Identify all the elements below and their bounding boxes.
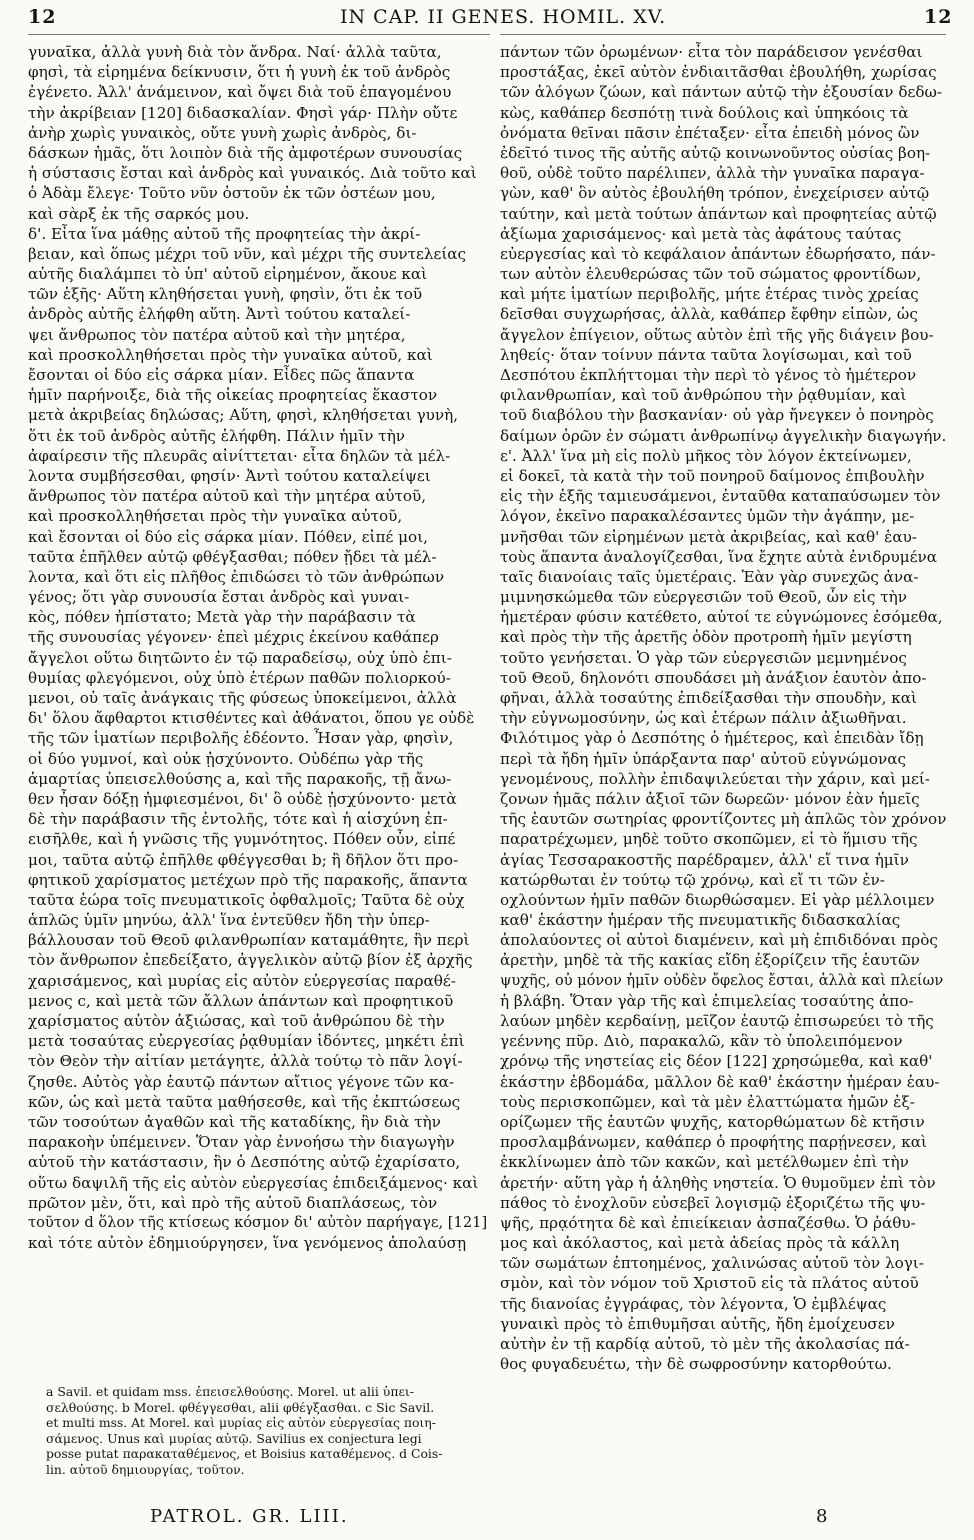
text-line: ἐκκλίνωμεν ἀπὸ τῶν κακῶν, καὶ μετέλθωμεν ἐπὶ τὴν <box>500 1153 909 1172</box>
text-line: ὀνόματα θεῖναι πᾶσιν ἐπέταξεν· εἶτα ἐπειδὴ μόνος ὢν <box>500 123 920 142</box>
text-line: φιλανθρωπίαν, καὶ τοῦ ἀνθρώπου τὴν ῥᾳθυμίαν, καὶ <box>500 386 907 405</box>
text-line: λοντα συμβήσεσθαι, φησίν· Ἀντὶ τούτου καταλείψει <box>28 466 431 485</box>
page-number-right: 12 <box>924 6 953 28</box>
text-line: μνῆσθαι τῶν εἰρημένων μετὰ ἀκριβείας, καὶ καθ' ἑαυ- <box>500 527 917 546</box>
text-line: κὸς, πόθεν ἠπίστατο; Μετὰ γὰρ τὴν παράβασιν τὰ <box>28 608 416 627</box>
text-line: δ'. Εἶτα ἵνα μάθῃς αὐτοῦ τῆς προφητείας τὴν ἀκρί- <box>28 224 421 243</box>
text-line: ἀξίωμα χαρισάμενος· καὶ μετὰ τὰς ἀφάτους ταύτας <box>500 224 902 243</box>
text-line: ψυχῆς, οὐ μόνον ἡμῖν οὐδὲν ὄφελος ἔσται, ἀλλὰ καὶ πλείων <box>500 972 944 989</box>
text-line: ε'. Ἀλλ' ἵνα μὴ εἰς πολὺ μῆκος τὸν λόγον ἐκτείνωμεν, <box>500 446 912 465</box>
header-rule-right <box>500 34 946 35</box>
footnote-line: σελθούσης. b Morel. φθέγγεσθαι, alii φθέγξασθαι. c Sic Savil. <box>46 1399 435 1415</box>
text-line: των αὐτὸν ἐλευθερώσας τῶν τοῦ σώματος φροντίδων, <box>500 265 922 284</box>
text-line: πρῶτον μὲν, ὅτι, καὶ πρὸ τῆς αὐτοῦ διαπλάσεως, τὸν <box>28 1193 438 1212</box>
text-line: χρόνῳ τῆς νηστείας εἰς δέον [122] χρησώμεθα, καὶ καθ' <box>500 1052 933 1071</box>
text-line: ταῦτα ἑώρα τοῖς πνευματικοῖς ὀφθαλμοῖς; Ταῦτα δὲ οὐχ <box>28 890 465 909</box>
text-line: μοι, ταῦτα αὐτῷ ἐπῆλθε φθέγγεσθαι b; ἢ δῆλον ὅτι προ- <box>28 850 459 869</box>
text-line: ψῆς, πρᾳότητα δὲ καὶ ἐπιείκειαν ἀσπαζέσθω. Ὁ ῥάθυ- <box>500 1213 916 1232</box>
text-line: εισῆλθε, καὶ ἡ γνῶσις τῆς γυμνότητος. Πόθεν οὖν, εἰπέ <box>28 830 456 849</box>
text-line: χαρίσματος αὐτὸν ἀξιώσας, καὶ τοῦ ἀνθρώπου δὲ τὴν <box>28 1012 445 1030</box>
text-line: τὸν Θεὸν τὴν αἰτίαν μετάγητε, ἀλλὰ τούτῳ τὸ πᾶν λογί- <box>28 1052 463 1071</box>
text-line: κατώρθωται ἐν τούτῳ τῷ χρόνῳ, καὶ εἴ τι τῶν ἐν- <box>500 870 885 889</box>
text-line: αὐτῆς διαλάμπει τὸ ὑπ' αὐτοῦ εἰρημένον, ἄκουε καὶ <box>28 265 428 284</box>
text-line: θος φυγαδευέτω, τὴν δὲ σωφροσύνην κατορθούτω. <box>500 1355 892 1374</box>
footnote-line: lin. αὐτοῦ δημιουργίας, τοῦτον. <box>46 1461 245 1477</box>
signature-number: 8 <box>816 1506 828 1527</box>
text-line: εἰ δοκεῖ, τὰ κατὰ τὴν τοῦ πονηροῦ δαίμονος ἐπιβουλὴν <box>500 466 925 485</box>
text-line: καὶ ἔσονται οἱ δύο εἰς σάρκα μίαν. Πόθεν, εἰπέ μοι, <box>28 527 428 546</box>
series-footer: PATROL. GR. LIII. <box>150 1506 349 1527</box>
text-line: δὲ τὴν παράβασιν τῆς ἐντολῆς, τότε καὶ ἡ αἰσχύνη ἐπ- <box>28 810 448 829</box>
text-line: περὶ τὰ ἤδη ἡμῖν ὑπάρξαντα παρ' αὐτοῦ εὐγνώμονας <box>500 749 907 768</box>
text-line: ἀρετήν· αὕτη γὰρ ἡ ἀληθὴς νηστεία. Ὁ θυμοῦμεν ἐπὶ τὸν <box>500 1173 936 1192</box>
text-line: τῶν τοσούτων ἀγαθῶν καὶ τῆς καταδίκης, ἣν διὰ τὴν <box>28 1112 441 1131</box>
text-line: ὁ Ἀδὰμ ἔλεγε· Τοῦτο νῦν ὀστοῦν ἐκ τῶν ὀστέων μου, <box>28 184 436 203</box>
footnote-line: a Savil. et quidam mss. ἐπεισελθούσης. Morel. ut alii ὑπει- <box>46 1384 414 1399</box>
text-line: ὅτι ἐκ τοῦ ἀνδρὸς αὐτῆς ἐλήφθη. Πάλιν ἡμῖν τὴν <box>28 426 406 445</box>
right-text-column <box>500 42 946 1374</box>
text-line: κῶν, ὡς καὶ μετὰ ταῦτα μαθήσεσθε, καὶ τῆς ἐκπτώσεως <box>28 1092 461 1111</box>
text-line: τῶν ἀλόγων ζώων, καὶ πάντων αὐτῷ τὴν ἐξουσίαν δεδω- <box>500 83 942 102</box>
text-line: καὶ σὰρξ ἐκ τῆς σαρκός μου. <box>28 204 250 223</box>
text-line: βειαν, καὶ ὅπως μέχρι τοῦ νῦν, καὶ μέχρι τῆς συντελείας <box>28 244 467 263</box>
text-line: ζονων ἡμᾶς πάλιν ἀξιοῖ τῶν δωρεῶν· μόνον ἐὰν ἡμεῖς <box>500 789 920 808</box>
text-line: τὴν εὐγνωμοσύνην, ὡς καὶ ἑτέρων πάλιν ἀξιωθῆναι. <box>500 709 907 728</box>
text-line: οχλούντων ἡμῖν παθῶν διωρθώσαμεν. Εἰ γὰρ μέλλοιμεν <box>500 890 935 909</box>
text-line: χαρισάμενος, καὶ μυρίας εἰς αὐτὸν εὐεργεσίας παραθέ- <box>28 971 456 990</box>
text-line: καὶ μήτε ἱματίων περιβολῆς, μήτε ἑτέρας τινὸς χρείας <box>500 285 919 304</box>
text-line: αὐτοῦ τὴν κατάστασιν, ἣν ὁ Δεσπότης αὐτῷ ἐχαρίσατο, <box>28 1153 461 1172</box>
text-line: καὶ τότε αὐτὸν ἐδημιούργησεν, ἵνα γενόμενος ἀπολαύσῃ <box>28 1234 467 1253</box>
text-line: προστάξας, ἐκεῖ αὐτὸν ἐνδιαιτᾶσθαι ἐβουλήθη, χωρίσας <box>500 63 937 82</box>
text-line: παρατρέχωμεν, μηδὲ τοῦτο σκοπῶμεν, εἰ τὸ ἥμισυ τῆς <box>500 830 918 849</box>
text-line: λόγον, ἐκεῖνο παρακαλέσαντες ὑμῶν τὴν ἀγάπην, με- <box>500 507 915 526</box>
text-line: μος καὶ ἀκόλαστος, καὶ μετὰ ἀδείας πρὸς τὰ κάλλη <box>500 1234 900 1253</box>
text-line: τοὺς περισκοπῶμεν, καὶ τὰ μὲν ἐλαττώματα ἡμῶν ἐξ- <box>500 1092 915 1111</box>
text-line: ἐδεῖτό τινος τῆς αὐτῆς αὐτῷ κοινωνοῦντος οὐσίας βοη- <box>500 143 931 162</box>
text-line: δαίμων ὁρῶν ἐν σώματι ἀνθρωπίνῳ ἀγγελικὴν διαγωγήν. <box>500 426 946 445</box>
text-line: καὶ προσκολληθήσεται πρὸς τὴν γυναῖκα αὐτοῦ, καὶ <box>28 345 433 364</box>
text-line: πάθος τὸ ἐνοχλοῦν εὐσεβεῖ λογισμῷ ἐξοριζέτω τῆς ψυ- <box>500 1193 926 1212</box>
text-line: ἄνθρωπος τὸν πατέρα αὐτοῦ καὶ τὴν μητέρα αὐτοῦ, <box>28 487 427 506</box>
text-line: μετὰ τοσαύτας εὐεργεσίας ῥᾳθυμίαν ἰδόντες, μηκέτι ἐπὶ <box>28 1032 465 1051</box>
text-line: μετὰ ἀκριβείας δηλώσας; Αὕτη, φησὶ, κληθήσεται γυνὴ, <box>28 406 459 425</box>
text-line: ἀφαίρεσιν τῆς πλευρᾶς αἰνίττεται· εἶτα δηλῶν τὰ μέλ- <box>28 446 451 465</box>
footnote-line: posse putat παρακαταθέμενος, et Boisius καταθέμενος. d Cois- <box>46 1446 443 1461</box>
text-line: θυμίας φλεγόμενοι, οὐχ ὑπὸ ἑτέρων παθῶν πολιορκού- <box>28 668 451 687</box>
text-line: καὶ προσκολληθήσεται πρὸς τὴν γυναῖκα αὐτοῦ, <box>28 507 403 526</box>
text-line: θεν ἦσαν δόξῃ ἠμφιεσμένοι, δι' ὃ οὐδὲ ᾐσχύνοντο· μετὰ <box>28 789 457 808</box>
text-line: ἄγγελον ἐπίγειον, οὕτως αὐτὸν ἐπὶ τῆς γῆς διάγειν βου- <box>500 325 934 344</box>
text-line: ἑκάστην ἑβδομάδα, μᾶλλον δὲ καθ' ἑκάστην ἡμέραν ἑαυ- <box>500 1072 940 1091</box>
text-line: οὕτω δαψιλῆ τῆς εἰς αὐτὸν εὐεργεσίας ἐπιδειξάμενος· καὶ <box>28 1173 479 1192</box>
text-line: τῶν ἑξῆς· Αὕτη κληθήσεται γυνὴ, φησὶν, ὅτι ἐκ τοῦ <box>28 285 423 304</box>
text-line: Δεσπότου ἐκπλήττομαι τὴν περὶ τὸ γένος τὸ ἡμέτερον <box>500 366 917 384</box>
text-line: κὼς, καθάπερ δεσπότῃ τινὰ δούλοις καὶ ὑπηκόοις τὰ <box>500 103 909 122</box>
text-line: γεέννης πῦρ. Διὸ, παρακαλῶ, κἂν τὸ ὑπολειπόμενον <box>500 1032 903 1051</box>
text-line: τῆς ἑαυτῶν σωτηρίας φροντίζοντες μὴ ἁπλῶς τὸν χρόνον <box>500 810 946 829</box>
text-line: Φιλότιμος γὰρ ὁ Δεσπότης ὁ ἡμέτερος, καὶ ἐπειδὰν ἴδῃ <box>500 729 924 748</box>
text-line: εὐεργεσίας καὶ τὸ κεφάλαιον ἁπάντων ἐδωρήσατο, πάν- <box>500 244 936 263</box>
text-line: τοῦ διαβόλου τὴν βασκανίαν· οὐ γὰρ ἤνεγκεν ὁ πονηρὸς <box>500 406 934 425</box>
text-line: τὸν ἄνθρωπον ἐπεδείξατο, ἀγγελικὸν αὐτῷ βίον ἐξ ἀρχῆς <box>28 951 473 970</box>
text-line: παρακοὴν ὑπέμεινεν. Ὅταν γὰρ ἐννοήσω τὴν διαγωγὴν <box>28 1133 455 1152</box>
text-line: γυναῖκα, ἀλλὰ γυνὴ διὰ τὸν ἄνδρα. Ναί· ἀλλὰ ταῦτα, <box>28 43 442 61</box>
text-line: πάντων τῶν ὁρωμένων· εἶτα τὸν παράδεισον γενέσθαι <box>500 43 923 61</box>
text-line: προσλαμβάνωμεν, καθάπερ ὁ προφήτης παρῄνεσεν, καὶ <box>500 1133 927 1152</box>
page-number-left: 12 <box>28 6 57 28</box>
text-line: φητικοῦ χαρίσματος μετέχων πρὸ τῆς παρακοῆς, ἅπαντα <box>28 870 468 889</box>
text-line: ἀνὴρ χωρὶς γυναικὸς, οὔτε γυνὴ χωρὶς ἀνδρὸς, δι- <box>28 123 417 142</box>
text-line: τοῦτο γενήσεται. Ὁ γὰρ τῶν εὐεργεσιῶν μεμνημένος <box>500 648 907 667</box>
text-line: δεῖσθαι συγχωρήσας, ἀλλὰ, καθάπερ ἔφθην εἰπὼν, ὡς <box>500 305 918 324</box>
text-line: καὶ πρὸς τὴν τῆς ἀρετῆς ὁδὸν προτροπὴ ἡμῖν μεγίστη <box>500 628 912 647</box>
text-line: φῆναι, ἀλλὰ τοσαύτης ἐπιδείξασθαι τὴν σπουδὴν, καὶ <box>500 689 918 707</box>
text-line: λοντα, καὶ ὅτι εἰς πλῆθος ἐπιδώσει τὸ τῶν ἀνθρώπων <box>28 567 445 586</box>
text-line: ἔσονται οἱ δύο εἰς σάρκα μίαν. Εἶδες πῶς ἅπαντα <box>28 366 415 384</box>
text-line: ἐγένετο. Ἀλλ' ἀνάμεινον, καὶ ὄψει διὰ τοῦ ἐπαγομένου <box>28 83 452 102</box>
text-line: ἡ σύστασις ἔσται καὶ ἀνδρὸς καὶ γυναικός. Διὰ τοῦτο καὶ <box>28 164 477 183</box>
text-line: γυναικὶ πρὸς τὸ ἐπιθυμῆσαι αὐτῆς, ἤδη ἐμοίχευσεν <box>500 1314 895 1333</box>
text-line: τῆς συνουσίας γέγονεν· ἐπεὶ μέχρις ἐκείνου καθάπερ <box>28 628 439 647</box>
text-line: ἁγίας Τεσσαρακοστῆς παρέδραμεν, ἀλλ' εἴ τινα ἡμῖν <box>500 850 909 869</box>
text-line: ψει ἄνθρωπος τὸν πατέρα αὐτοῦ καὶ τὴν μητέρα, <box>28 325 406 344</box>
text-line: δάσκων ἡμᾶς, ὅτι λοιπὸν διὰ τῆς ἀμφοτέρων συνουσίας <box>28 143 463 162</box>
text-line: γενομένους, πολλὴν ἐπιδαψιλεύεται τὴν χάριν, καὶ μεί- <box>500 769 930 788</box>
text-line: λαύων μηδὲν κερδαίνῃ, μεῖζον ἑαυτῷ ἐπισωρεύει τὸ τῆς <box>500 1012 934 1030</box>
text-line: τοῦ Θεοῦ, δηλονότι σπουδάσει μὴ ἀνάξιον ἑαυτὸν ἀπο- <box>500 668 927 687</box>
text-line: ζησθε. Αὐτὸς γὰρ ἑαυτῷ πάντων αἴτιος γέγονε τῶν κα- <box>28 1072 454 1091</box>
footnote-line: et multi mss. At Morel. καὶ μυρίας εἰς αὐτὸν εὐεργεσίας ποιη- <box>46 1415 436 1430</box>
text-line: τῆς διανοίας ἐγγράφας, τὸν λέγοντα, Ὁ ἐμβλέψας <box>500 1294 887 1313</box>
text-line: αὐτὴν ἐν τῇ καρδίᾳ αὐτοῦ, τὸ μὲν τῆς ἀκολασίας πά- <box>500 1335 910 1353</box>
footnotes <box>46 1384 492 1477</box>
footnote-line: σάμενος. Unus καὶ μυρίας αὐτῷ. Savilius ex conjectura legi <box>46 1430 422 1446</box>
text-line: τῆς τῶν ἱματίων περιβολῆς ἐδέοντο. Ἦσαν γὰρ, φησὶν, <box>28 729 454 748</box>
text-line: ἡμετέραν φύσιν κατέθετο, αὐτοί τε εὐγνώμονες ἐσόμεθα, <box>500 608 943 627</box>
text-line: τοὺς ἅπαντα ἀναλογίζεσθαι, ἵνα ἔχητε αὐτὰ ἐνιδρυμένα <box>500 547 938 566</box>
text-line: ἁπλῶς ὑμῖν μηνύω, ἀλλ' ἵνα ἐντεῦθεν ἤδη τὴν ὑπερ- <box>28 911 430 930</box>
text-line: ταῦτα ἐπῆλθεν αὐτῷ φθέγξασθαι; πόθεν ᾔδει τὰ μέλ- <box>28 547 437 566</box>
text-line: ορίζωμεν τῆς ἑαυτῶν ψυχῆς, κατορθώματων δὲ κτῆσιν <box>500 1112 925 1131</box>
text-line: γὼν, καθ' ὃν αὐτὸς ἐβουλήθη τρόπον, ἐνεχείρισεν αὐτῷ <box>500 184 930 203</box>
header-rule-left <box>28 34 490 35</box>
text-line: εἰς τὴν ἑξῆς ταμιευσάμενοι, ἐνταῦθα καταπαύσωμεν τὸν <box>500 487 941 506</box>
text-line: ταύτην, καὶ μετὰ τούτων ἁπάντων καὶ προφητείας αὐτῷ <box>500 204 937 223</box>
text-line: φησὶ, τὰ εἰρημένα δείκνυσιν, ὅτι ἡ γυνὴ ἐκ τοῦ ἀνδρὸς <box>28 63 451 82</box>
text-line: γένος; ὅτι γὰρ συνουσία ἔσται ἀνδρὸς καὶ γυναι- <box>28 588 410 607</box>
text-line: βάλλουσαν τοῦ Θεοῦ φιλανθρωπίαν καταμάθητε, ἣν περὶ <box>28 931 470 950</box>
running-title: IN CAP. II GENES. HOMIL. XV. <box>340 6 667 28</box>
text-line: ἡμῖν παρήνοιξε, διὰ τῆς οἰκείας προφητείας ἕκαστον <box>28 386 438 405</box>
text-line: ληθείς· ὅταν τοίνυν πάντα ταῦτα λογίσωμαι, καὶ τοῦ <box>500 345 912 364</box>
text-line: μιμνησκώμεθα τῶν εὐεργεσιῶν τοῦ Θεοῦ, ὧν εἰς τὴν <box>500 588 907 607</box>
text-line: ἀπολαύοντες οἱ αὐτοὶ διαμένειν, καὶ μὴ ἐπιδιδόναι πρὸς <box>500 931 938 950</box>
text-line: ἀρετὴν, μηδὲ τὰ τῆς κακίας εἴδη ἐξορίζειν τῆς ἑαυτῶν <box>500 951 920 970</box>
text-line: ἀνδρὸς αὐτῆς ἐλήφθη αὕτη. Ἀντὶ τούτου καταλεί- <box>28 305 411 324</box>
text-line: μενος c, καὶ μετὰ τῶν ἄλλων ἁπάντων καὶ προφητικοῦ <box>28 991 454 1010</box>
text-line: θοῦ, οὐδὲ τοῦτο παρέλιπεν, ἀλλὰ τὴν γυναῖκα παραγα- <box>500 164 925 183</box>
left-text-column <box>28 42 490 1253</box>
text-line: οἱ δύο γυμνοί, καὶ οὐκ ᾐσχύνοντο. Οὐδέπω γὰρ τῆς <box>28 749 424 768</box>
text-line: ἁμαρτίας ὑπεισελθούσης a, καὶ τῆς παρακοῆς, τῇ ἄνω- <box>28 769 452 788</box>
text-line: τοῦτον d ὅλον τῆς κτίσεως κόσμον δι' αὐτὸν παρήγαγε, [121] <box>28 1213 488 1231</box>
text-line: τὴν ἀκρίβειαν [120] διδασκαλίαν. Φησὶ γάρ· Πλὴν οὔτε <box>28 103 458 122</box>
text-line: ἄγγελοι οὕτω διητῶντο ἐν τῷ παραδείσῳ, οὐχ ὑπὸ ἐπι- <box>28 648 452 667</box>
text-line: τῶν σωμάτων ἐπτοημένος, χαλινώσας αὐτοῦ τὸν λογι- <box>500 1254 924 1273</box>
text-line: μενοι, οὐ ταῖς ἀνάγκαις τῆς φύσεως ὑποκείμενοι, ἀλλὰ <box>28 689 457 707</box>
text-line: σμὸν, καὶ τὸν νόμον τοῦ Χριστοῦ εἰς τὰ πλάτος αὐτοῦ <box>500 1274 919 1293</box>
text-line: δι' ὅλου ἄφθαρτοι κτισθέντες καὶ ἀθάνατοι, ὅπου γε οὐδὲ <box>28 709 475 728</box>
text-line: ἡ βλάβη. Ὅταν γὰρ τῆς καὶ ἐπιμελείας τοσαύτης ἀπο- <box>500 991 914 1010</box>
text-line: ταῖς διανοίαις ταῖς ὑμετέραις. Ἐὰν γὰρ συνεχῶς ἀνα- <box>500 567 919 586</box>
text-line: καθ' ἑκάστην ἡμέραν τῆς πνευματικῆς διδασκαλίας <box>500 911 901 930</box>
